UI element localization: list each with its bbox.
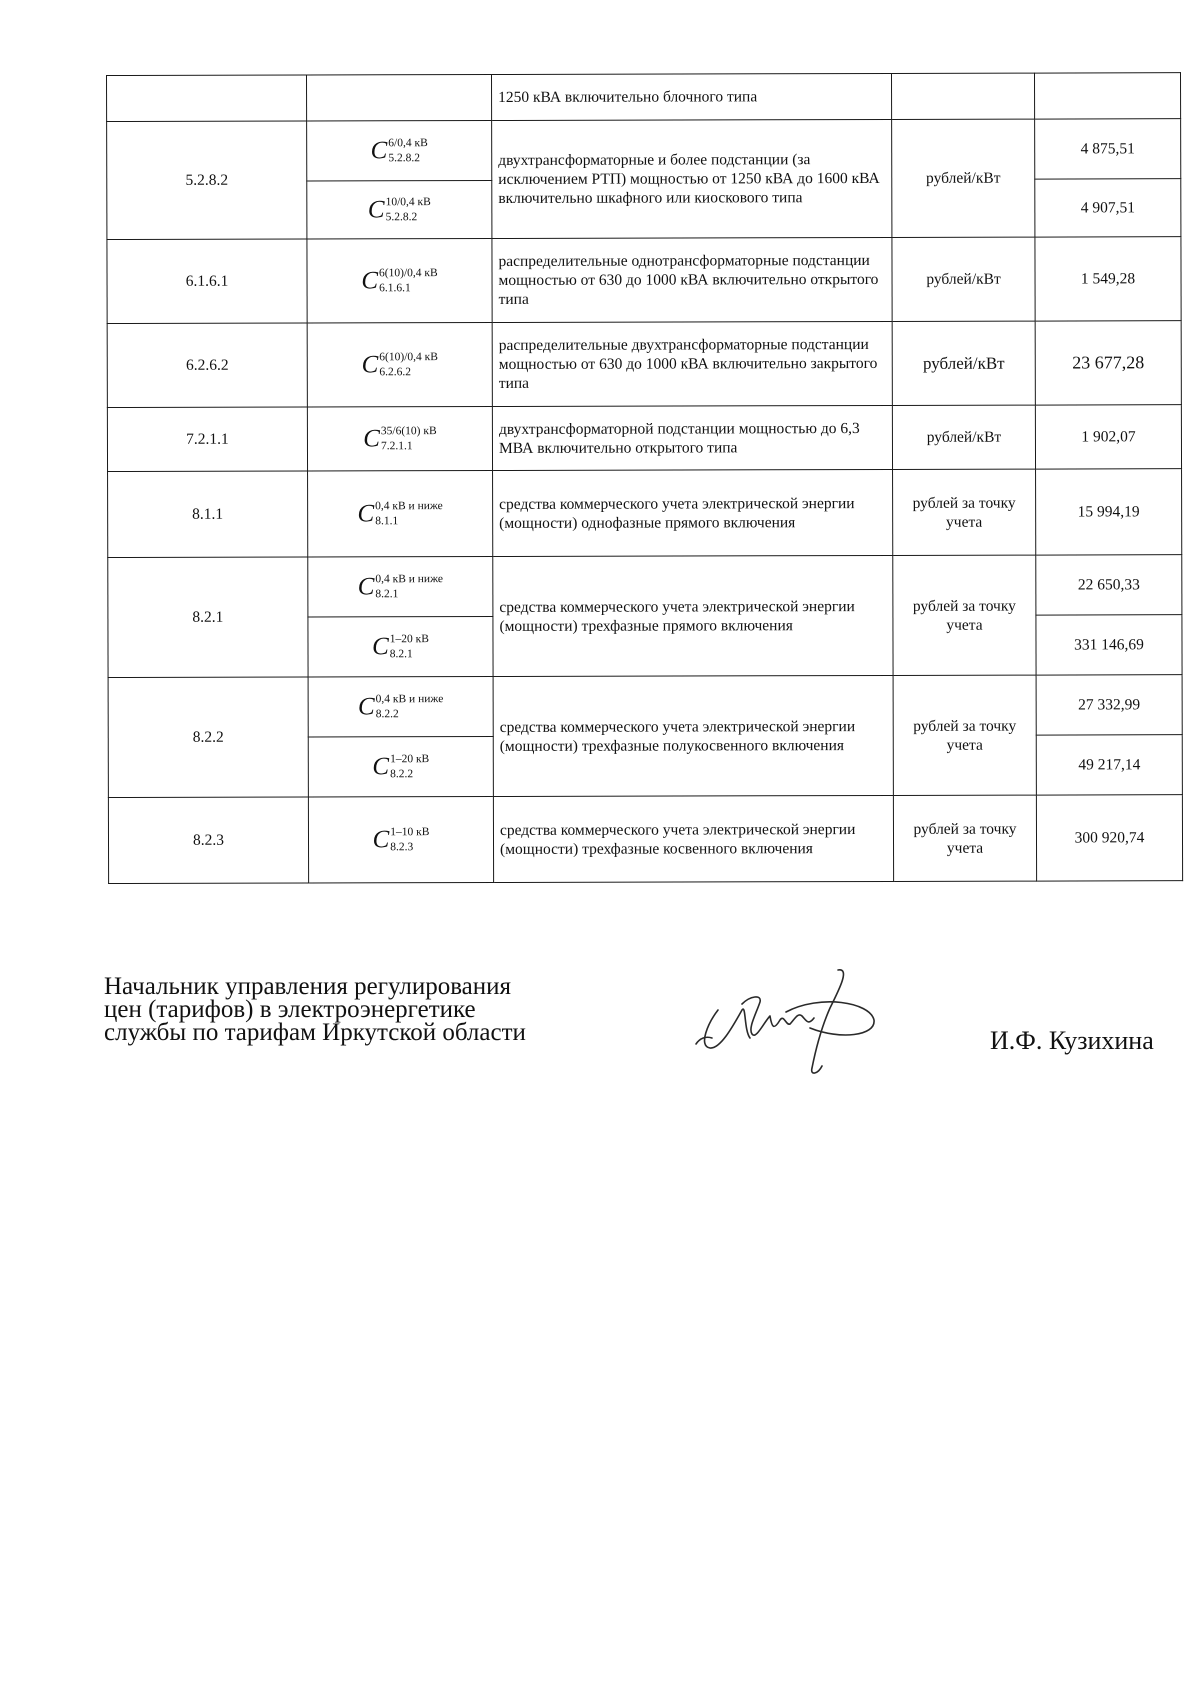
row-number: 6.2.6.2 — [107, 323, 307, 408]
row-value: 300 920,74 — [1036, 795, 1182, 881]
rate-symbol: C 0,4 кВ и ниже 8.2.1 — [308, 556, 493, 616]
rate-symbol: C 10/0,4 кВ 5.2.8.2 — [307, 180, 492, 238]
row-description: 1250 кВА включительно блочного типа — [492, 73, 892, 120]
row-unit: рублей/кВт — [892, 321, 1035, 405]
row-value: 1 549,28 — [1035, 237, 1181, 321]
signatory-name: И.Ф. Кузихина — [990, 1026, 1154, 1055]
row-description: средства коммерческого учета электрической энергии (мощности) однофазные прямого включения — [493, 469, 893, 556]
row-number: 8.2.3 — [108, 797, 308, 884]
tariff-table — [106, 72, 1183, 884]
rate-symbol — [307, 74, 492, 120]
table-row — [108, 795, 1182, 884]
row-value: 27 332,99 — [1036, 675, 1182, 735]
row-number: 5.2.8.2 — [107, 121, 307, 240]
rate-symbol: C 35/6(10) кВ 7.2.1.1 — [307, 406, 492, 470]
table-row — [107, 73, 1181, 122]
rate-symbol: C 1–20 кВ 8.2.1 — [308, 616, 493, 676]
row-description: средства коммерческого учета электрической энергии (мощности) трехфазные полукосвенного включения — [493, 675, 893, 796]
rate-symbol: C 6(10)/0,4 кВ 6.2.6.2 — [307, 322, 492, 406]
rate-symbol: C 6(10)/0,4 кВ 6.1.6.1 — [307, 238, 492, 322]
row-description: средства коммерческого учета электрической энергии (мощности) трехфазные прямого включения — [493, 555, 893, 676]
row-number: 8.2.2 — [108, 677, 308, 798]
table-row — [107, 119, 1181, 182]
rate-symbol: C 0,4 кВ и ниже 8.1.1 — [308, 470, 493, 556]
row-description: двухтрансформаторной подстанции мощностью до 6,3 МВА включительно открытого типа — [492, 405, 892, 470]
row-description: распределительные однотрансформаторные подстанции мощностью от 630 до 1000 кВА включительно открытого типа — [492, 237, 892, 322]
row-description: двухтрансформаторные и более подстанции (за исключением РТП) мощностью от 1250 кВА до 1600 кВА включительно шкафного или киоскового типа — [492, 119, 892, 238]
row-number: 7.2.1.1 — [107, 407, 307, 472]
row-number: 8.2.1 — [108, 557, 308, 678]
position-line: Начальник управления регулирования — [104, 973, 512, 1000]
row-value: 22 650,33 — [1036, 555, 1182, 615]
table-row — [107, 321, 1181, 408]
table-row — [107, 237, 1181, 324]
row-description: средства коммерческого учета электрической энергии (мощности) трехфазные косвенного включения — [493, 795, 893, 882]
row-value: 15 994,19 — [1036, 469, 1182, 555]
table-row — [108, 675, 1182, 738]
rate-symbol: C 6/0,4 кВ 5.2.8.2 — [307, 120, 492, 180]
row-unit: рублей за точку учета — [893, 795, 1036, 881]
rate-symbol: C 0,4 кВ и ниже 8.2.2 — [308, 676, 493, 736]
row-value: 4 907,51 — [1035, 179, 1181, 237]
row-unit: рублей/кВт — [892, 237, 1035, 321]
row-description: распределительные двухтрансформаторные подстанции мощностью от 630 до 1000 кВА включительно закрытого типа — [492, 321, 892, 406]
position-line: службы по тарифам Иркутской области — [104, 1019, 526, 1046]
row-unit — [891, 73, 1034, 119]
table-row — [107, 405, 1181, 472]
row-value: 23 677,28 — [1035, 321, 1181, 405]
row-number — [107, 75, 307, 122]
rate-symbol: C 1–20 кВ 8.2.2 — [308, 736, 493, 796]
row-unit: рублей/кВт — [892, 405, 1035, 469]
row-value: 331 146,69 — [1036, 615, 1182, 675]
row-value — [1034, 73, 1180, 119]
row-value: 49 217,14 — [1036, 735, 1182, 795]
position-line: цен (тарифов) в электроэнергетике — [104, 996, 476, 1023]
handwritten-signature — [690, 968, 890, 1078]
row-value: 1 902,07 — [1035, 405, 1181, 469]
row-unit: рублей за точку учета — [893, 469, 1036, 555]
row-number: 8.1.1 — [108, 471, 308, 558]
rate-symbol: C 1–10 кВ 8.2.3 — [308, 796, 493, 882]
table-row — [108, 469, 1182, 558]
row-unit: рублей за точку учета — [893, 555, 1036, 675]
row-number: 6.1.6.1 — [107, 239, 307, 324]
row-unit: рублей/кВт — [892, 119, 1035, 237]
row-unit: рублей за точку учета — [893, 675, 1036, 795]
row-value: 4 875,51 — [1035, 119, 1181, 179]
signatory-position — [104, 975, 664, 1044]
table-row — [108, 555, 1182, 618]
